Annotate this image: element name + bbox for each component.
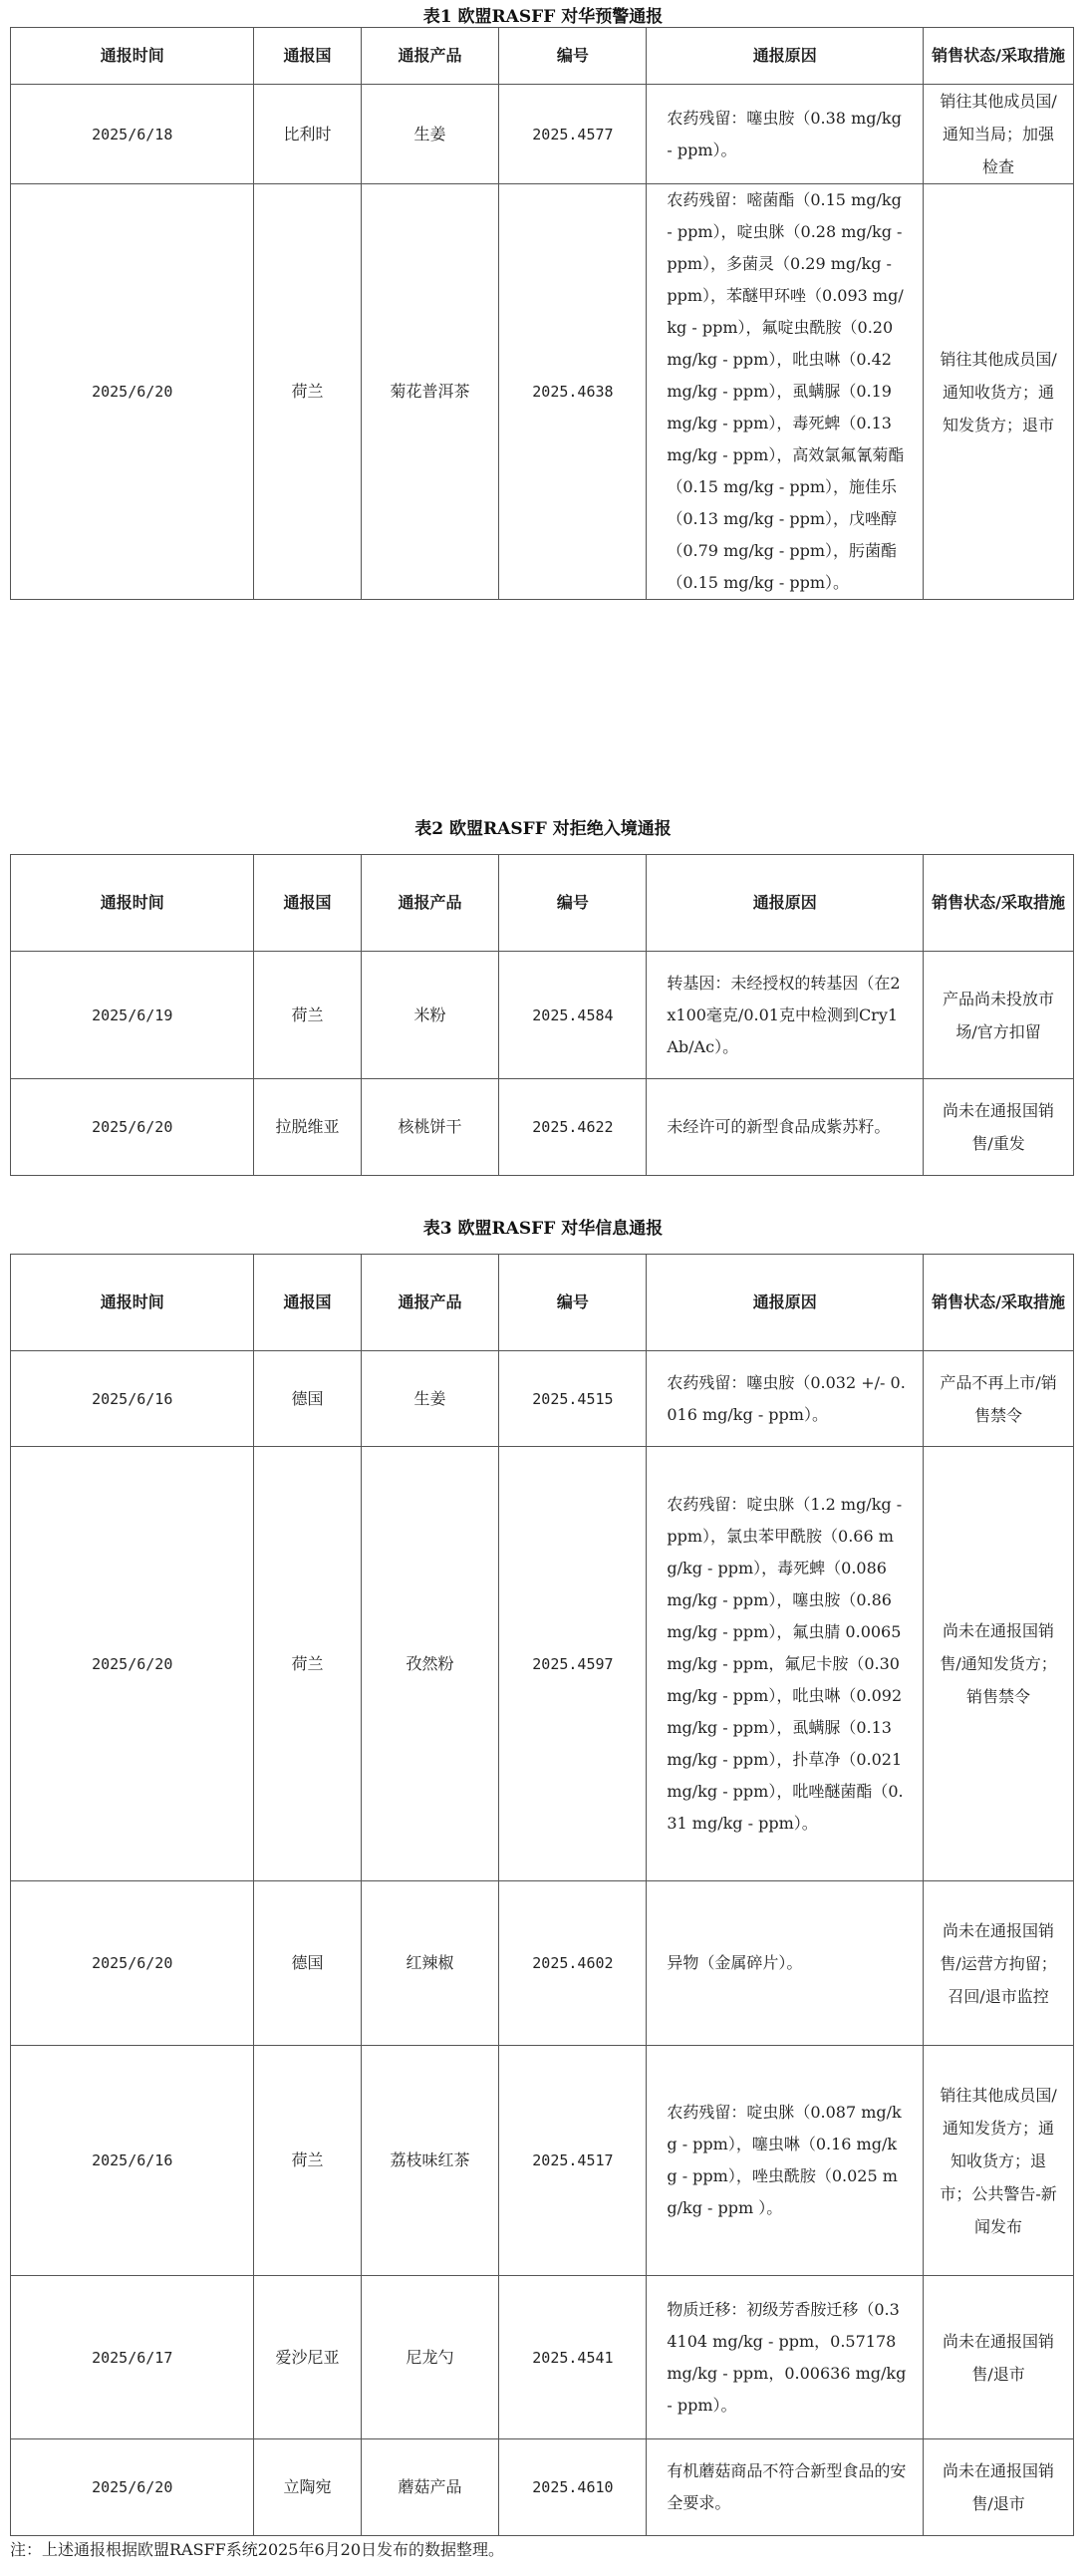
header-reason: 通报原因 (647, 1255, 924, 1351)
table-row (11, 1079, 1074, 1176)
cell-ref: 2025.4515 (499, 1351, 647, 1447)
header-product: 通报产品 (361, 28, 499, 85)
cell-ref: 2025.4602 (499, 1881, 647, 2046)
cell-reason: 农药残留：啶虫脒（0.087 mg/kg - ppm），噻虫啉（0.16 mg/kg - ppm），唑虫酰胺（0.025 mg/kg - ppm ）。 (647, 2046, 924, 2276)
cell-reason: 有机蘑菇商品不符合新型食品的安全要求。 (647, 2439, 924, 2536)
table2-title: 表2 欧盟RASFF 对拒绝入境通报 (414, 819, 672, 839)
table-row (11, 1881, 1074, 2046)
cell-reason: 农药残留：噻虫胺（0.38 mg/kg - ppm）。 (647, 85, 924, 184)
cell-reason: 未经许可的新型食品成紫苏籽。 (647, 1079, 924, 1176)
cell-product: 生姜 (361, 85, 499, 184)
header-country: 通报国 (254, 1255, 361, 1351)
table-row (11, 85, 1074, 184)
cell-product: 荔枝味红茶 (361, 2046, 499, 2276)
cell-product: 核桃饼干 (361, 1079, 499, 1176)
table-row (11, 184, 1074, 600)
cell-date: 2025/6/16 (11, 1351, 254, 1447)
table-row (11, 1447, 1074, 1881)
cell-date: 2025/6/20 (11, 2439, 254, 2536)
cell-ref: 2025.4584 (499, 952, 647, 1079)
cell-ref: 2025.4541 (499, 2276, 647, 2439)
header-date: 通报时间 (11, 1255, 254, 1351)
cell-country: 德国 (254, 1881, 361, 2046)
table-row (11, 1351, 1074, 1447)
table-row (11, 2276, 1074, 2439)
cell-status: 销往其他成员国/通知当局；加强检查 (924, 85, 1074, 184)
header-date: 通报时间 (11, 855, 254, 952)
header-ref: 编号 (499, 1255, 647, 1351)
header-status: 销售状态/采取措施 (924, 1255, 1074, 1351)
cell-country: 立陶宛 (254, 2439, 361, 2536)
cell-status: 尚未在通报国销售/退市 (924, 2439, 1074, 2536)
table-row (11, 2046, 1074, 2276)
header-status: 销售状态/采取措施 (924, 28, 1074, 85)
cell-country: 荷兰 (254, 2046, 361, 2276)
cell-status: 销往其他成员国/通知收货方；通知发货方；退市 (924, 184, 1074, 600)
cell-reason: 转基因：未经授权的转基因（在2x100毫克/0.01克中检测到Cry1Ab/Ac）。 (647, 952, 924, 1079)
cell-date: 2025/6/18 (11, 85, 254, 184)
table-row (11, 2439, 1074, 2536)
cell-country: 比利时 (254, 85, 361, 184)
cell-product: 生姜 (361, 1351, 499, 1447)
cell-date: 2025/6/17 (11, 2276, 254, 2439)
cell-country: 荷兰 (254, 184, 361, 600)
cell-product: 蘑菇产品 (361, 2439, 499, 2536)
header-date: 通报时间 (11, 28, 254, 85)
cell-product: 孜然粉 (361, 1447, 499, 1881)
table3-title: 表3 欧盟RASFF 对华信息通报 (422, 1219, 664, 1239)
cell-reason: 农药残留：嘧菌酯（0.15 mg/kg - ppm），啶虫脒（0.28 mg/kg - ppm），多菌灵（0.29 mg/kg - ppm），苯醚甲环唑（0.093 mg/kg - ppm），氟啶虫酰胺（0.20 mg/kg - ppm），吡虫啉（0.42 mg/kg - ppm），虱螨脲（0.19 mg/kg - ppm），毒死蜱（0.13 mg/kg - ppm），高效氯氟氰菊酯（0.15 mg/kg - ppm），施佳乐（0.13 mg/kg - ppm），戊唑醇（0.79 mg/kg - ppm），肟菌酯（0.15 mg/kg - ppm）。 (647, 184, 924, 600)
cell-status: 产品不再上市/销售禁令 (924, 1351, 1074, 1447)
cell-status: 尚未在通报国销售/通知发货方；销售禁令 (924, 1447, 1074, 1881)
cell-country: 爱沙尼亚 (254, 2276, 361, 2439)
cell-product: 菊花普洱茶 (361, 184, 499, 600)
cell-product: 尼龙勺 (361, 2276, 499, 2439)
cell-date: 2025/6/20 (11, 1881, 254, 2046)
cell-date: 2025/6/20 (11, 1079, 254, 1176)
header-country: 通报国 (254, 28, 361, 85)
cell-status: 尚未在通报国销售/重发 (924, 1079, 1074, 1176)
cell-country: 荷兰 (254, 1447, 361, 1881)
cell-status: 尚未在通报国销售/退市 (924, 2276, 1074, 2439)
header-reason: 通报原因 (647, 855, 924, 952)
cell-ref: 2025.4638 (499, 184, 647, 600)
cell-reason: 物质迁移：初级芳香胺迁移（0.34104 mg/kg - ppm，0.57178 mg/kg - ppm，0.00636 mg/kg - ppm）。 (647, 2276, 924, 2439)
cell-country: 德国 (254, 1351, 361, 1447)
cell-ref: 2025.4610 (499, 2439, 647, 2536)
footnote: 注：上述通报根据欧盟RASFF系统2025年6月20日发布的数据整理。 (10, 2540, 505, 2559)
cell-date: 2025/6/19 (11, 952, 254, 1079)
cell-reason: 农药残留：噻虫胺（0.032 +/- 0.016 mg/kg - ppm）。 (647, 1351, 924, 1447)
cell-date: 2025/6/20 (11, 1447, 254, 1881)
cell-status: 产品尚未投放市场/官方扣留 (924, 952, 1074, 1079)
cell-date: 2025/6/20 (11, 184, 254, 600)
cell-date: 2025/6/16 (11, 2046, 254, 2276)
table1-alert-notifications (10, 27, 1074, 600)
header-product: 通报产品 (361, 1255, 499, 1351)
cell-ref: 2025.4577 (499, 85, 647, 184)
cell-country: 拉脱维亚 (254, 1079, 361, 1176)
cell-status: 销往其他成员国/通知发货方；通知收货方；退市；公共警告-新闻发布 (924, 2046, 1074, 2276)
header-ref: 编号 (499, 28, 647, 85)
table1-title: 表1 欧盟RASFF 对华预警通报 (422, 7, 664, 27)
cell-ref: 2025.4597 (499, 1447, 647, 1881)
header-status: 销售状态/采取措施 (924, 855, 1074, 952)
cell-product: 红辣椒 (361, 1881, 499, 2046)
cell-status: 尚未在通报国销售/运营方拘留；召回/退市监控 (924, 1881, 1074, 2046)
cell-country: 荷兰 (254, 952, 361, 1079)
cell-ref: 2025.4622 (499, 1079, 647, 1176)
cell-product: 米粉 (361, 952, 499, 1079)
cell-reason: 农药残留：啶虫脒（1.2 mg/kg - ppm），氯虫苯甲酰胺（0.66 mg/kg - ppm），毒死蜱（0.086 mg/kg - ppm），噻虫胺（0.86 mg/kg - ppm），氟虫腈 0.0065 mg/kg - ppm，氟尼卡胺（0.30 mg/kg - ppm），吡虫啉（0.092 mg/kg - ppm），虱螨脲（0.13 mg/kg - ppm），扑草净（0.021 mg/kg - ppm），吡唑醚菌酯（0.31 mg/kg - ppm）。 (647, 1447, 924, 1881)
header-country: 通报国 (254, 855, 361, 952)
header-product: 通报产品 (361, 855, 499, 952)
table3-information-notifications (10, 1254, 1074, 2536)
header-reason: 通报原因 (647, 28, 924, 85)
header-ref: 编号 (499, 855, 647, 952)
table-row (11, 952, 1074, 1079)
cell-ref: 2025.4517 (499, 2046, 647, 2276)
cell-reason: 异物（金属碎片）。 (647, 1881, 924, 2046)
table2-border-rejections (10, 854, 1074, 1176)
